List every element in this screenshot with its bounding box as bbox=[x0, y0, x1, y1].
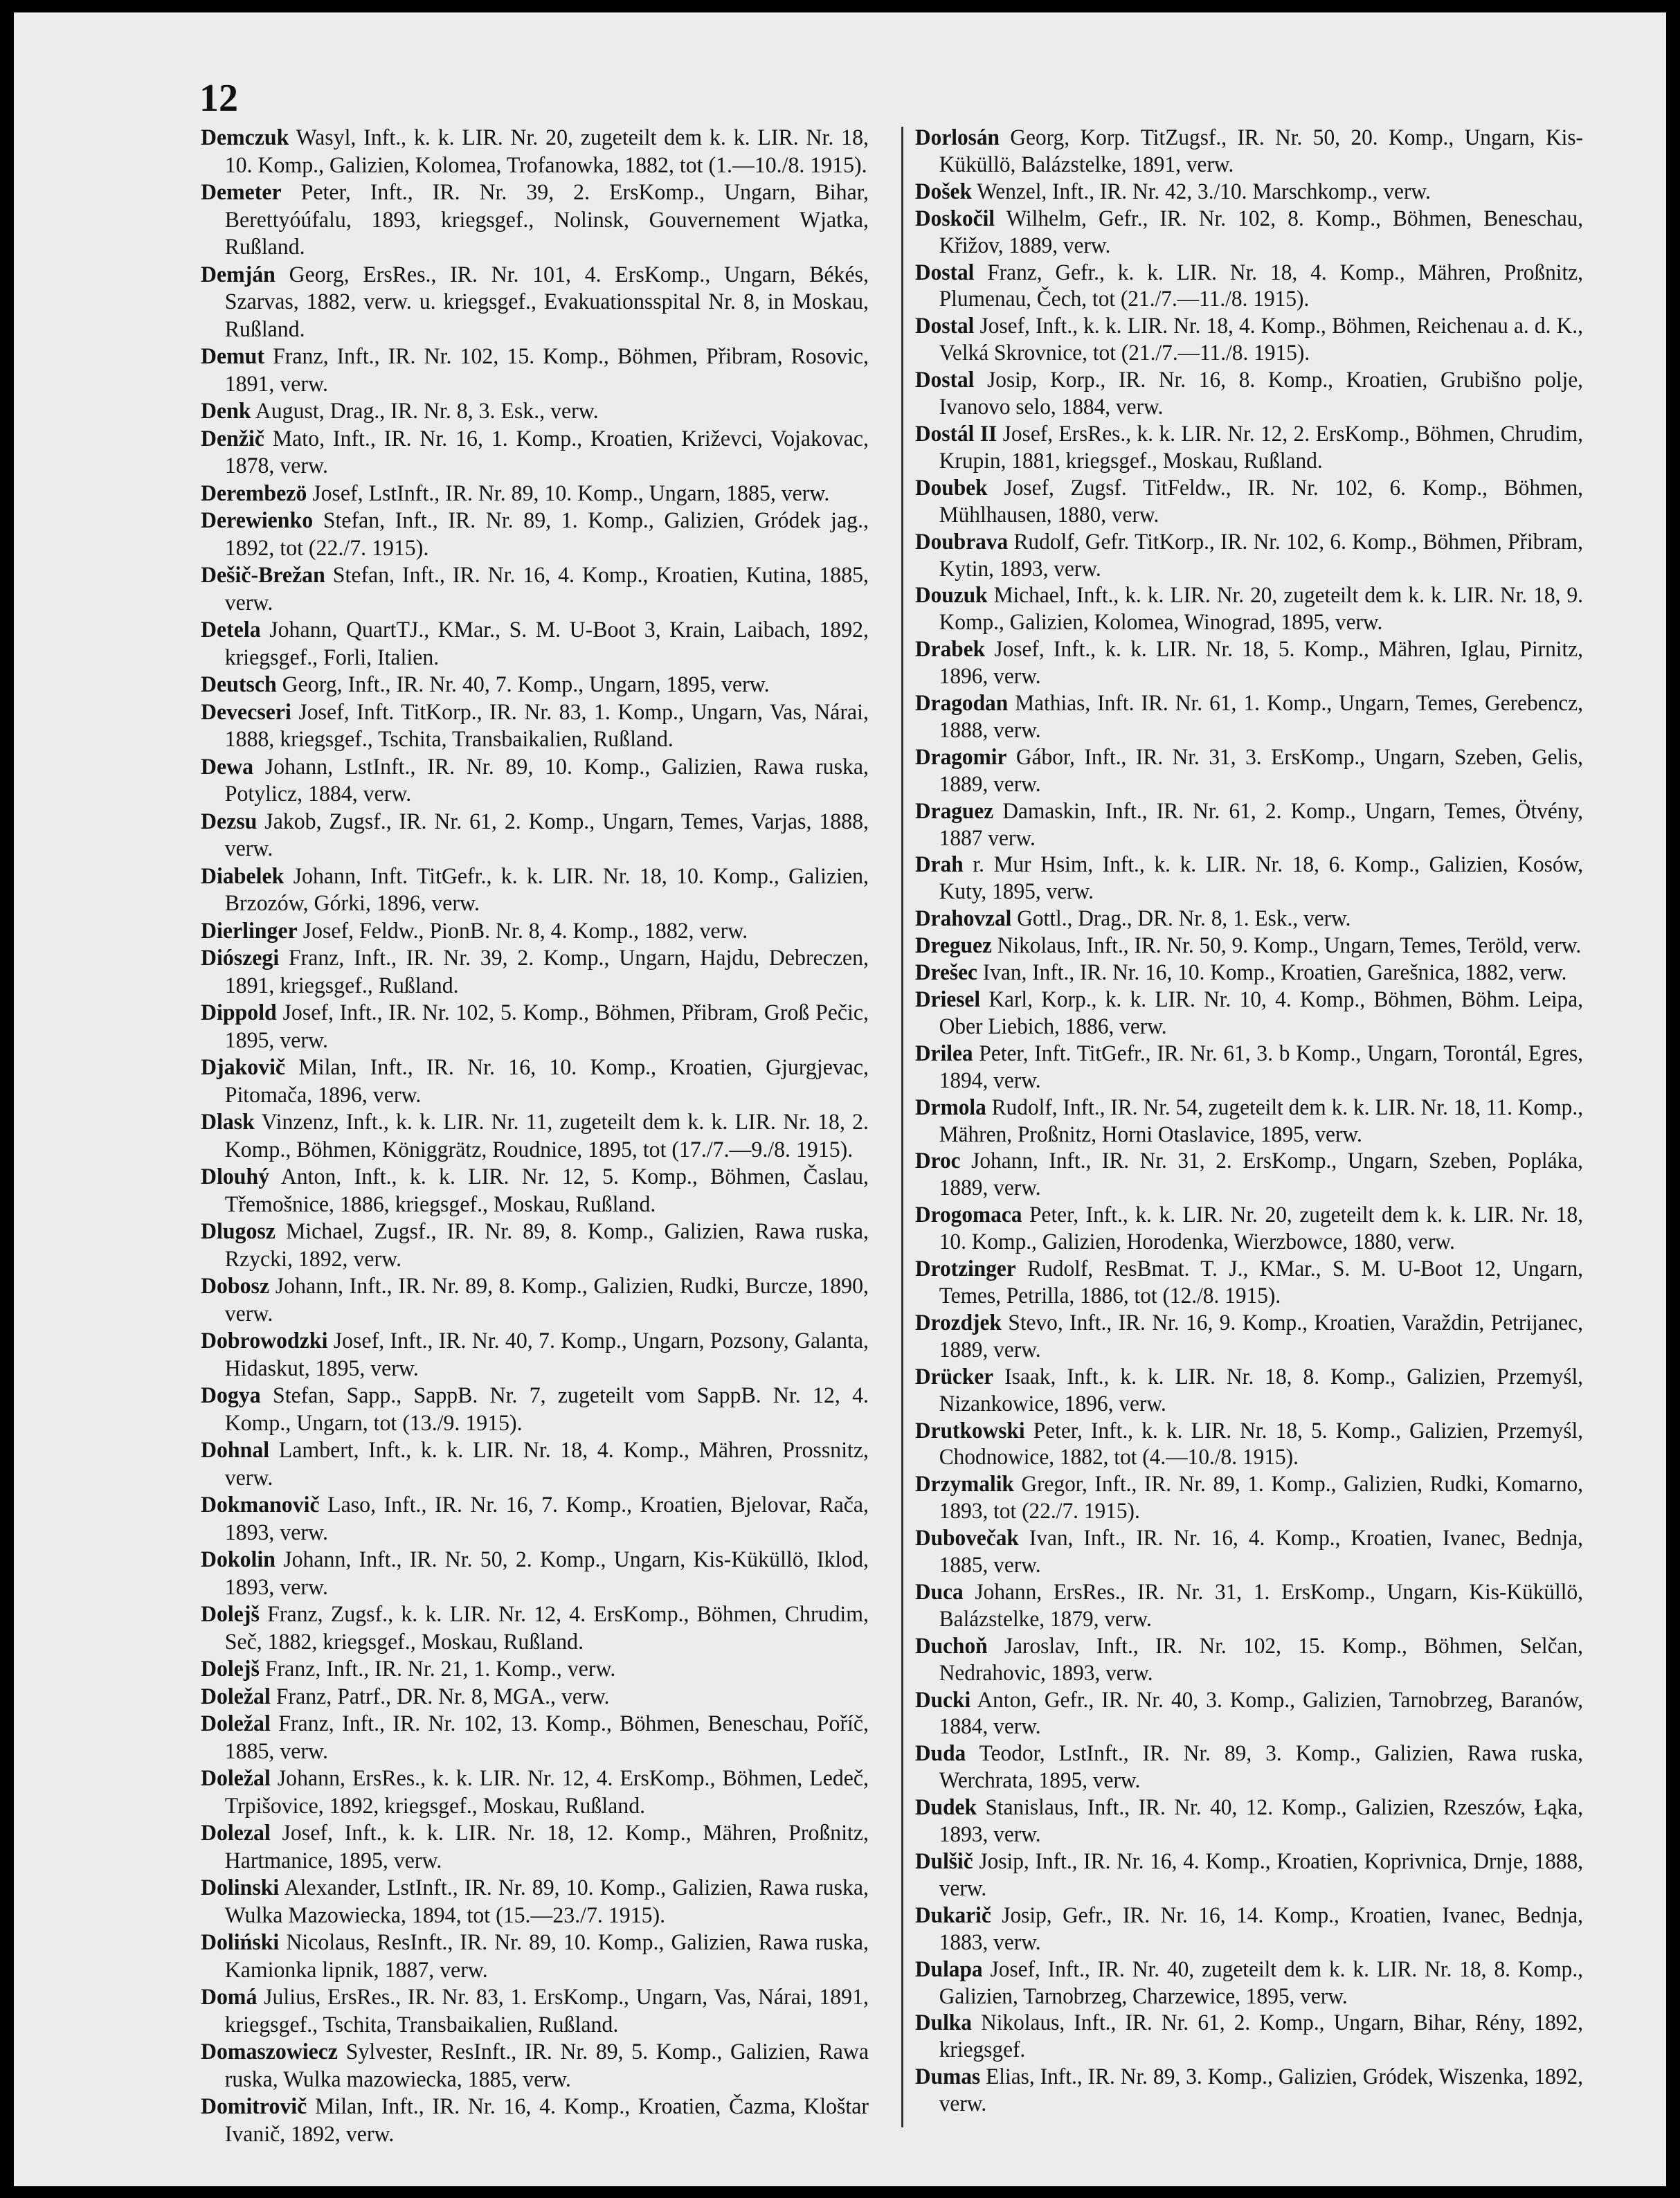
entry-surname: Dolejš bbox=[201, 1657, 260, 1682]
list-entry bbox=[915, 690, 1583, 744]
entry-surname: Dlugosz bbox=[201, 1219, 276, 1244]
entry-details: Johann, Inft., IR. Nr. 89, 8. Komp., Galizien, Rudki, Burcze, 1890, verw. bbox=[224, 1274, 869, 1326]
entry-details: Rudolf, Inft., IR. Nr. 54, zugeteilt dem k. k. LIR. Nr. 18, 11. Komp., Mähren, Proßnitz, Horni Otaslavice, 1895, verw. bbox=[939, 1095, 1583, 1147]
entry-details: Georg, Korp. TitZugsf., IR. Nr. 50, 20. Komp., Ungarn, Kis-Küküllö, Balázstelke, 1891, verw. bbox=[939, 125, 1583, 177]
entry-surname: Duda bbox=[915, 1741, 966, 1767]
list-entry bbox=[915, 206, 1583, 260]
list-entry bbox=[915, 1041, 1583, 1095]
entry-surname: Drilea bbox=[915, 1041, 973, 1066]
entry-details: Johann, ErsRes., IR. Nr. 31, 1. ErsKomp., Ungarn, Kis-Küküllö, Balázstelke, 1879, verw. bbox=[939, 1579, 1583, 1632]
list-entry bbox=[201, 426, 869, 480]
entry-surname: Derewienko bbox=[201, 508, 314, 533]
list-entry bbox=[915, 987, 1583, 1041]
entry-details: Karl, Korp., k. k. LIR. Nr. 10, 4. Komp., Böhmen, Böhm. Leipa, Ober Liebich, 1886, verw. bbox=[939, 987, 1583, 1039]
list-entry bbox=[915, 1633, 1583, 1687]
entry-details: Johann, Inft., IR. Nr. 50, 2. Komp., Ungarn, Kis-Küküllö, Iklod, 1893, verw. bbox=[224, 1547, 869, 1600]
entry-surname: Doskočil bbox=[915, 206, 995, 231]
list-entry bbox=[201, 1711, 869, 1765]
entry-details: Wilhelm, Gefr., IR. Nr. 102, 8. Komp., Böhmen, Beneschau, Křižov, 1889, verw. bbox=[939, 206, 1583, 258]
entry-details: August, Drag., IR. Nr. 8, 3. Esk., verw. bbox=[251, 399, 599, 424]
entry-surname: Duchoň bbox=[915, 1633, 988, 1659]
entry-surname: Denk bbox=[201, 399, 251, 424]
entry-details: Johann, QuartTJ., KMar., S. M. U-Boot 3, Krain, Laibach, 1892, kriegsgef., Forli, Italien. bbox=[224, 618, 869, 670]
entry-surname: Drotzinger bbox=[915, 1256, 1016, 1282]
entry-details: Michael, Zugsf., IR. Nr. 89, 8. Komp., Galizien, Rawa ruska, Rzycki, 1892, verw. bbox=[224, 1219, 869, 1272]
entry-details: Johann, Inft. TitGefr., k. k. LIR. Nr. 18, 10. Komp., Galizien, Brzozów, Górki, 1896, verw. bbox=[224, 863, 869, 916]
list-entry bbox=[201, 863, 869, 918]
entry-surname: Dešič-Brežan bbox=[201, 563, 325, 588]
list-entry bbox=[201, 1437, 869, 1492]
entry-surname: Dreguez bbox=[915, 933, 992, 959]
entry-details: Nicolaus, ResInft., IR. Nr. 89, 10. Komp., Galizien, Rawa ruska, Kamionka lipnik, 1887, verw. bbox=[224, 1930, 869, 1983]
list-entry bbox=[915, 475, 1583, 529]
list-entry bbox=[201, 343, 869, 398]
list-entry bbox=[201, 480, 869, 508]
list-entry bbox=[915, 906, 1583, 933]
entry-surname: Dokolin bbox=[201, 1547, 276, 1572]
list-entry bbox=[915, 798, 1583, 852]
entry-surname: Dokmanovič bbox=[201, 1493, 320, 1517]
list-entry bbox=[201, 1218, 869, 1273]
entry-surname: Dolinski bbox=[201, 1875, 280, 1900]
list-entry bbox=[201, 507, 869, 562]
list-entry bbox=[201, 617, 869, 672]
entry-surname: Ducki bbox=[915, 1687, 971, 1713]
entry-details: Damaskin, Inft., IR. Nr. 61, 2. Komp., Ungarn, Temes, Ötvény, 1887 verw. bbox=[939, 798, 1583, 851]
entry-surname: Dostál II bbox=[915, 421, 997, 447]
entry-details: Isaak, Inft., k. k. LIR. Nr. 18, 8. Komp., Galizien, Przemyśl, Nizankowice, 1896, verw. bbox=[939, 1364, 1583, 1416]
entry-surname: Dragomir bbox=[915, 744, 1007, 770]
entry-details: Anton, Inft., k. k. LIR. Nr. 12, 5. Komp., Böhmen, Časlau, Třemošnice, 1886, kriegsgef., Moskau, Rußland. bbox=[224, 1164, 869, 1217]
entry-surname: Dostal bbox=[915, 260, 975, 285]
entry-surname: Doležal bbox=[201, 1684, 271, 1709]
list-entry bbox=[915, 179, 1583, 206]
entry-details: Georg, ErsRes., IR. Nr. 101, 4. ErsKomp., Ungarn, Békés, Szarvas, 1882, verw. u. kriegsgef., Evakuationsspital Nr. 8, in Moskau, Rußland. bbox=[224, 262, 869, 342]
list-entry bbox=[915, 1148, 1583, 1202]
list-entry bbox=[201, 1875, 869, 1929]
entry-surname: Denžič bbox=[201, 426, 264, 451]
list-entry bbox=[201, 1547, 869, 1601]
list-entry bbox=[201, 809, 869, 863]
entry-details: Milan, Inft., IR. Nr. 16, 10. Komp., Kroatien, Gjurgjevac, Pitomača, 1896, verw. bbox=[224, 1055, 869, 1108]
entry-details: Anton, Gefr., IR. Nr. 40, 3. Komp., Galizien, Tarnobrzeg, Baranów, 1884, verw. bbox=[939, 1687, 1583, 1740]
entry-details: Wasyl, Inft., k. k. LIR. Nr. 20, zugeteilt dem k. k. LIR. Nr. 18, 10. Komp., Galizien, Kolomea, Trofanowka, 1882, tot (1.—10./8. 1915). bbox=[224, 125, 869, 178]
list-entry bbox=[201, 2039, 869, 2093]
entry-details: Josef, Inft., IR. Nr. 40, 7. Komp., Ungarn, Pozsony, Galanta, Hidaskut, 1895, verw. bbox=[224, 1328, 869, 1381]
list-entry bbox=[915, 421, 1583, 475]
entry-details: Peter, Inft., k. k. LIR. Nr. 18, 5. Komp., Galizien, Przemyśl, Chodnowice, 1882, tot (4.—10./8. 1915). bbox=[939, 1418, 1583, 1470]
entry-surname: Dragodan bbox=[915, 691, 1009, 717]
page-number: 12 bbox=[199, 77, 238, 120]
entry-details: Lambert, Inft., k. k. LIR. Nr. 18, 4. Komp., Mähren, Prossnitz, verw. bbox=[224, 1438, 869, 1490]
list-entry bbox=[915, 960, 1583, 987]
list-entry bbox=[201, 1164, 869, 1218]
list-entry bbox=[915, 1956, 1583, 2010]
list-entry bbox=[915, 744, 1583, 798]
entry-surname: Detela bbox=[201, 618, 261, 642]
list-entry bbox=[201, 1054, 869, 1109]
entry-surname: Dolezal bbox=[201, 1821, 271, 1846]
entry-surname: Diabelek bbox=[201, 863, 284, 889]
entry-surname: Dukarič bbox=[915, 1902, 991, 1928]
entry-details: Rudolf, ResBmat. T. J., KMar., S. M. U-Boot 12, Ungarn, Temes, Petrilla, 1886, tot (12./8. 1915). bbox=[939, 1256, 1583, 1308]
entry-surname: Dubovečak bbox=[915, 1526, 1019, 1551]
list-entry bbox=[201, 1382, 869, 1437]
entry-details: Stefan, Inft., IR. Nr. 89, 1. Komp., Galizien, Gródek jag., 1892, tot (22./7. 1915). bbox=[224, 508, 869, 561]
entry-details: Franz, Inft., IR. Nr. 102, 13. Komp., Böhmen, Beneschau, Poříč, 1885, verw. bbox=[224, 1711, 869, 1764]
entry-details: Franz, Zugsf., k. k. LIR. Nr. 12, 4. ErsKomp., Böhmen, Chrudim, Seč, 1882, kriegsgef., Moskau, Rußland. bbox=[224, 1602, 869, 1655]
entry-surname: Drmola bbox=[915, 1095, 986, 1120]
entry-surname: Dostal bbox=[915, 314, 975, 339]
entry-details: Vinzenz, Inft., k. k. LIR. Nr. 11, zugeteilt dem k. k. LIR. Nr. 18, 2. Komp., Böhmen, Königgrätz, Roudnice, 1895, tot (17./7.—9./8. 1915). bbox=[224, 1110, 869, 1162]
list-entry bbox=[915, 1687, 1583, 1741]
entry-surname: Drešec bbox=[915, 960, 977, 986]
list-entry bbox=[915, 1310, 1583, 1364]
entry-surname: Dulapa bbox=[915, 1956, 983, 1982]
entry-surname: Dostal bbox=[915, 368, 975, 393]
list-entry bbox=[915, 1902, 1583, 1956]
entry-details: Josef, Inft., k. k. LIR. Nr. 18, 5. Komp., Mähren, Iglau, Pirnitz, 1896, verw. bbox=[939, 637, 1583, 690]
entry-details: Mato, Inft., IR. Nr. 16, 1. Komp., Kroatien, Križevci, Vojakovac, 1878, verw. bbox=[224, 426, 869, 478]
entry-details: Josef, Inft., IR. Nr. 40, zugeteilt dem k. k. LIR. Nr. 18, 8. Komp., Galizien, Tarnobrzeg, Charzewice, 1895, verw. bbox=[939, 1956, 1583, 2009]
list-entry bbox=[201, 1328, 869, 1382]
entry-surname: Domaszowiecz bbox=[201, 2039, 338, 2064]
list-entry bbox=[915, 1418, 1583, 1472]
entry-details: Franz, Inft., IR. Nr. 21, 1. Komp., verw. bbox=[259, 1657, 616, 1682]
entry-surname: Drah bbox=[915, 852, 964, 878]
list-entry bbox=[915, 1579, 1583, 1633]
entry-details: Gregor, Inft., IR. Nr. 89, 1. Komp., Galizien, Rudki, Komarno, 1893, tot (22./7. 1915). bbox=[939, 1472, 1583, 1524]
list-entry bbox=[915, 1256, 1583, 1310]
list-entry bbox=[201, 1684, 869, 1711]
entry-details: Josef, Inft., k. k. LIR. Nr. 18, 4. Komp., Böhmen, Reichenau a. d. K., Velká Skrovnice, tot (21./7.—11./8. 1915). bbox=[939, 314, 1583, 366]
entry-surname: Domá bbox=[201, 1985, 258, 2010]
entry-surname: Dudek bbox=[915, 1795, 977, 1821]
list-entry bbox=[915, 933, 1583, 960]
entry-details: Elias, Inft., IR. Nr. 89, 3. Komp., Galizien, Gródek, Wiszenka, 1892, verw. bbox=[939, 2064, 1583, 2117]
list-entry bbox=[915, 1848, 1583, 1902]
entry-surname: Demut bbox=[201, 344, 264, 369]
entry-details: Laso, Inft., IR. Nr. 16, 7. Komp., Kroatien, Bjelovar, Rača, 1893, verw. bbox=[224, 1493, 869, 1545]
entry-surname: Devecseri bbox=[201, 699, 291, 725]
list-entry bbox=[201, 1109, 869, 1164]
list-entry bbox=[201, 398, 869, 426]
entry-details: Jaroslav, Inft., IR. Nr. 102, 15. Komp., Böhmen, Selčan, Nedrahovic, 1893, verw. bbox=[939, 1633, 1583, 1686]
right-column bbox=[915, 125, 1583, 2118]
entry-surname: Derembezö bbox=[201, 480, 307, 506]
entry-surname: Drogomaca bbox=[915, 1202, 1022, 1228]
list-entry bbox=[915, 260, 1583, 314]
entry-surname: Deutsch bbox=[201, 672, 277, 697]
list-entry bbox=[915, 1095, 1583, 1148]
entry-surname: Douzuk bbox=[915, 583, 988, 609]
entry-surname: Domitrovič bbox=[201, 2094, 307, 2119]
list-entry bbox=[201, 1492, 869, 1547]
entry-details: Stevo, Inft., IR. Nr. 16, 9. Komp., Kroatien, Varaždin, Petrijanec, 1889, verw. bbox=[939, 1310, 1583, 1362]
list-entry bbox=[201, 754, 869, 809]
entry-surname: Dohnal bbox=[201, 1438, 270, 1463]
entry-surname: Doubek bbox=[915, 475, 988, 501]
entry-surname: Dlask bbox=[201, 1110, 255, 1135]
list-entry bbox=[915, 2064, 1583, 2118]
list-entry bbox=[201, 699, 869, 754]
entry-surname: Diószegi bbox=[201, 946, 280, 971]
entry-details: Jakob, Zugsf., IR. Nr. 61, 2. Komp., Ungarn, Temes, Varjas, 1888, verw. bbox=[224, 809, 869, 861]
entry-surname: Dezsu bbox=[201, 809, 258, 834]
column-divider bbox=[901, 127, 903, 2127]
list-entry bbox=[915, 582, 1583, 636]
entry-details: Milan, Inft., IR. Nr. 16, 4. Komp., Kroatien, Čazma, Kloštar Ivanič, 1892, verw. bbox=[224, 2094, 869, 2147]
list-entry bbox=[915, 125, 1583, 179]
list-entry bbox=[915, 1740, 1583, 1794]
entry-surname: Driesel bbox=[915, 987, 981, 1012]
entry-details: Josef, LstInft., IR. Nr. 89, 10. Komp., Ungarn, 1885, verw. bbox=[307, 480, 830, 506]
list-entry bbox=[201, 562, 869, 617]
entry-surname: Duca bbox=[915, 1579, 964, 1605]
entry-surname: Draguez bbox=[915, 798, 994, 824]
entry-details: Josip, Gefr., IR. Nr. 16, 14. Komp., Kroatien, Ivanec, Bednja, 1883, verw. bbox=[939, 1902, 1583, 1955]
list-entry bbox=[201, 1820, 869, 1875]
entry-details: Johann, ErsRes., k. k. LIR. Nr. 12, 4. ErsKomp., Böhmen, Ledeč, Trpišovice, 1892, kriegsgef., Moskau, Rußland. bbox=[224, 1766, 869, 1819]
entry-details: Josip, Korp., IR. Nr. 16, 8. Komp., Kroatien, Grubišno polje, Ivanovo selo, 1884, verw. bbox=[939, 368, 1583, 420]
entry-details: Rudolf, Gefr. TitKorp., IR. Nr. 102, 6. Komp., Böhmen, Přibram, Kytin, 1893, verw. bbox=[939, 529, 1583, 582]
entry-surname: Drabek bbox=[915, 637, 986, 663]
entry-surname: Drahovzal bbox=[915, 906, 1012, 932]
list-entry bbox=[915, 367, 1583, 421]
entry-surname: Djakovič bbox=[201, 1055, 286, 1080]
entry-details: Josip, Inft., IR. Nr. 16, 4. Komp., Kroatien, Koprivnica, Drnje, 1888, verw. bbox=[939, 1849, 1583, 1901]
entry-surname: Dogya bbox=[201, 1383, 261, 1408]
entry-details: Josef, Zugsf. TitFeldw., IR. Nr. 102, 6. Komp., Böhmen, Mühlhausen, 1880, verw. bbox=[939, 475, 1583, 528]
entry-details: Franz, Inft., IR. Nr. 39, 2. Komp., Ungarn, Hajdu, Debreczen, 1891, kriegsgef., Rußland. bbox=[224, 946, 869, 998]
entry-surname: Demeter bbox=[201, 180, 282, 205]
entry-details: Julius, ErsRes., IR. Nr. 83, 1. ErsKomp., Ungarn, Vas, Nárai, 1891, kriegsgef., Tschita, Transbaikalien, Rußland. bbox=[224, 1985, 869, 2037]
entry-details: Josef, Inft., IR. Nr. 102, 5. Komp., Böhmen, Přibram, Groß Pečic, 1895, verw. bbox=[224, 1000, 869, 1053]
entry-details: Josef, Inft., k. k. LIR. Nr. 18, 12. Komp., Mähren, Proßnitz, Hartmanice, 1895, verw. bbox=[224, 1821, 869, 1873]
entry-details: Peter, Inft. TitGefr., IR. Nr. 61, 3. b Komp., Ungarn, Torontál, Egres, 1894, verw. bbox=[939, 1041, 1583, 1093]
entry-details: Josef, ErsRes., k. k. LIR. Nr. 12, 2. ErsKomp., Böhmen, Chrudim, Krupin, 1881, kriegsgef., Moskau, Rußland. bbox=[939, 421, 1583, 474]
list-entry bbox=[201, 1601, 869, 1656]
list-entry bbox=[915, 529, 1583, 583]
list-entry bbox=[201, 1929, 869, 1984]
list-entry bbox=[201, 179, 869, 262]
entry-surname: Droc bbox=[915, 1148, 961, 1174]
list-entry bbox=[915, 636, 1583, 690]
list-entry bbox=[915, 852, 1583, 906]
entry-surname: Drzymalik bbox=[915, 1472, 1014, 1497]
entry-surname: Dobrowodzki bbox=[201, 1328, 328, 1353]
list-entry bbox=[201, 1000, 869, 1054]
entry-details: r. Mur Hsim, Inft., k. k. LIR. Nr. 18, 6. Komp., Galizien, Kosów, Kuty, 1895, verw. bbox=[939, 852, 1583, 905]
entry-details: Peter, Inft., k. k. LIR. Nr. 20, zugeteilt dem k. k. LIR. Nr. 18, 10. Komp., Galizien, Horodenka, Wierzbowce, 1880, verw. bbox=[939, 1202, 1583, 1255]
entry-surname: Dierlinger bbox=[201, 918, 298, 944]
entry-details: Johann, Inft., IR. Nr. 31, 2. ErsKomp., Ungarn, Szeben, Popláka, 1889, verw. bbox=[939, 1148, 1583, 1201]
entry-surname: Dippold bbox=[201, 1000, 277, 1025]
list-entry bbox=[915, 313, 1583, 367]
list-entry bbox=[201, 125, 869, 179]
list-entry bbox=[915, 1364, 1583, 1418]
entry-details: Stefan, Sapp., SappB. Nr. 7, zugeteilt vom SappB. Nr. 12, 4. Komp., Ungarn, tot (13./9. 1915). bbox=[224, 1383, 869, 1436]
entry-surname: Dulka bbox=[915, 2010, 972, 2036]
entry-surname: Drücker bbox=[915, 1364, 994, 1389]
list-entry bbox=[915, 1794, 1583, 1848]
left-column bbox=[201, 125, 869, 2148]
entry-surname: Doležal bbox=[201, 1711, 271, 1736]
entry-details: Gábor, Inft., IR. Nr. 31, 3. ErsKomp., Ungarn, Szeben, Gelis, 1889, verw. bbox=[939, 744, 1583, 797]
entry-surname: Drutkowski bbox=[915, 1418, 1025, 1443]
entry-details: Ivan, Inft., IR. Nr. 16, 10. Komp., Kroatien, Garešnica, 1882, verw. bbox=[977, 960, 1567, 986]
entry-details: Mathias, Inft. IR. Nr. 61, 1. Komp., Ungarn, Temes, Gerebencz, 1888, verw. bbox=[939, 691, 1583, 743]
entry-details: Nikolaus, Inft., IR. Nr. 50, 9. Komp., Ungarn, Temes, Teröld, verw. bbox=[991, 933, 1582, 959]
entry-details: Alexander, LstInft., IR. Nr. 89, 10. Komp., Galizien, Rawa ruska, Wulka Mazowiecka, 1894, tot (15.—23./7. 1915). bbox=[224, 1875, 869, 1928]
entry-details: Peter, Inft., IR. Nr. 39, 2. ErsKomp., Ungarn, Bihar, Berettyóúfalu, 1893, kriegsgef., Nolinsk, Gouvernement Wjatka, Rußland. bbox=[224, 180, 869, 260]
list-entry bbox=[201, 2093, 869, 2148]
entry-details: Franz, Patrf., DR. Nr. 8, MGA., verw. bbox=[270, 1684, 610, 1709]
entry-details: Sylvester, ResInft., IR. Nr. 89, 5. Komp., Galizien, Rawa ruska, Wulka mazowiecka, 1885, verw. bbox=[224, 2039, 869, 2092]
entry-details: Wenzel, Inft., IR. Nr. 42, 3./10. Marschkomp., verw. bbox=[971, 179, 1431, 204]
list-entry bbox=[201, 262, 869, 344]
entry-surname: Dobosz bbox=[201, 1274, 270, 1299]
list-entry bbox=[915, 1202, 1583, 1256]
entry-details: Ivan, Inft., IR. Nr. 16, 4. Komp., Kroatien, Ivanec, Bednja, 1885, verw. bbox=[939, 1526, 1583, 1578]
entry-details: Teodor, LstInft., IR. Nr. 89, 3. Komp., Galizien, Rawa ruska, Werchrata, 1895, verw. bbox=[939, 1741, 1583, 1794]
list-entry bbox=[201, 1656, 869, 1684]
entry-surname: Doliński bbox=[201, 1930, 280, 1955]
entry-details: Stanislaus, Inft., IR. Nr. 40, 12. Komp., Galizien, Rzeszów, Łąka, 1893, verw. bbox=[939, 1795, 1583, 1848]
entry-details: Franz, Inft., IR. Nr. 102, 15. Komp., Böhmen, Přibram, Rosovic, 1891, verw. bbox=[224, 344, 869, 397]
list-entry bbox=[915, 1525, 1583, 1579]
scanned-page bbox=[14, 12, 1666, 2186]
entry-surname: Doubrava bbox=[915, 529, 1009, 555]
list-entry bbox=[201, 918, 869, 946]
list-entry bbox=[201, 1273, 869, 1328]
list-entry bbox=[201, 1765, 869, 1820]
entry-surname: Dulšič bbox=[915, 1849, 973, 1874]
entry-surname: Drozdjek bbox=[915, 1310, 1002, 1335]
list-entry bbox=[201, 945, 869, 1000]
entry-surname: Dumas bbox=[915, 2064, 981, 2090]
entry-surname: Dewa bbox=[201, 754, 254, 780]
entry-details: Gottl., Drag., DR. Nr. 8, 1. Esk., verw. bbox=[1011, 906, 1351, 932]
entry-details: Josef, Inft. TitKorp., IR. Nr. 83, 1. Komp., Ungarn, Vas, Nárai, 1888, kriegsgef., Tschita, Transbaikalien, Rußland. bbox=[224, 699, 869, 752]
entry-details: Nikolaus, Inft., IR. Nr. 61, 2. Komp., Ungarn, Bihar, Rény, 1892, kriegsgef. bbox=[939, 2010, 1583, 2063]
list-entry bbox=[915, 2010, 1583, 2064]
entry-surname: Demján bbox=[201, 262, 276, 287]
entry-surname: Doležal bbox=[201, 1766, 271, 1791]
entry-surname: Došek bbox=[915, 179, 972, 204]
entry-details: Josef, Feldw., PionB. Nr. 8, 4. Komp., 1882, verw. bbox=[297, 918, 748, 944]
entry-surname: Dlouhý bbox=[201, 1164, 270, 1189]
entry-details: Franz, Gefr., k. k. LIR. Nr. 18, 4. Komp., Mähren, Proßnitz, Plumenau, Čech, tot (21./7.—11./8. 1915). bbox=[939, 260, 1583, 312]
entry-details: Georg, Inft., IR. Nr. 40, 7. Komp., Ungarn, 1895, verw. bbox=[276, 672, 770, 697]
entry-details: Johann, LstInft., IR. Nr. 89, 10. Komp., Galizien, Rawa ruska, Potylicz, 1884, verw. bbox=[224, 754, 869, 807]
list-entry bbox=[201, 1984, 869, 2039]
entry-details: Michael, Inft., k. k. LIR. Nr. 20, zugeteilt dem k. k. LIR. Nr. 18, 9. Komp., Galizien, Kolomea, Winograd, 1895, verw. bbox=[939, 583, 1583, 636]
entry-surname: Dorlosán bbox=[915, 125, 1000, 150]
entry-surname: Demczuk bbox=[201, 125, 289, 150]
list-entry bbox=[201, 672, 869, 699]
entry-surname: Dolejš bbox=[201, 1602, 260, 1627]
entry-details: Stefan, Inft., IR. Nr. 16, 4. Komp., Kroatien, Kutina, 1885, verw. bbox=[224, 563, 869, 615]
list-entry bbox=[915, 1471, 1583, 1525]
